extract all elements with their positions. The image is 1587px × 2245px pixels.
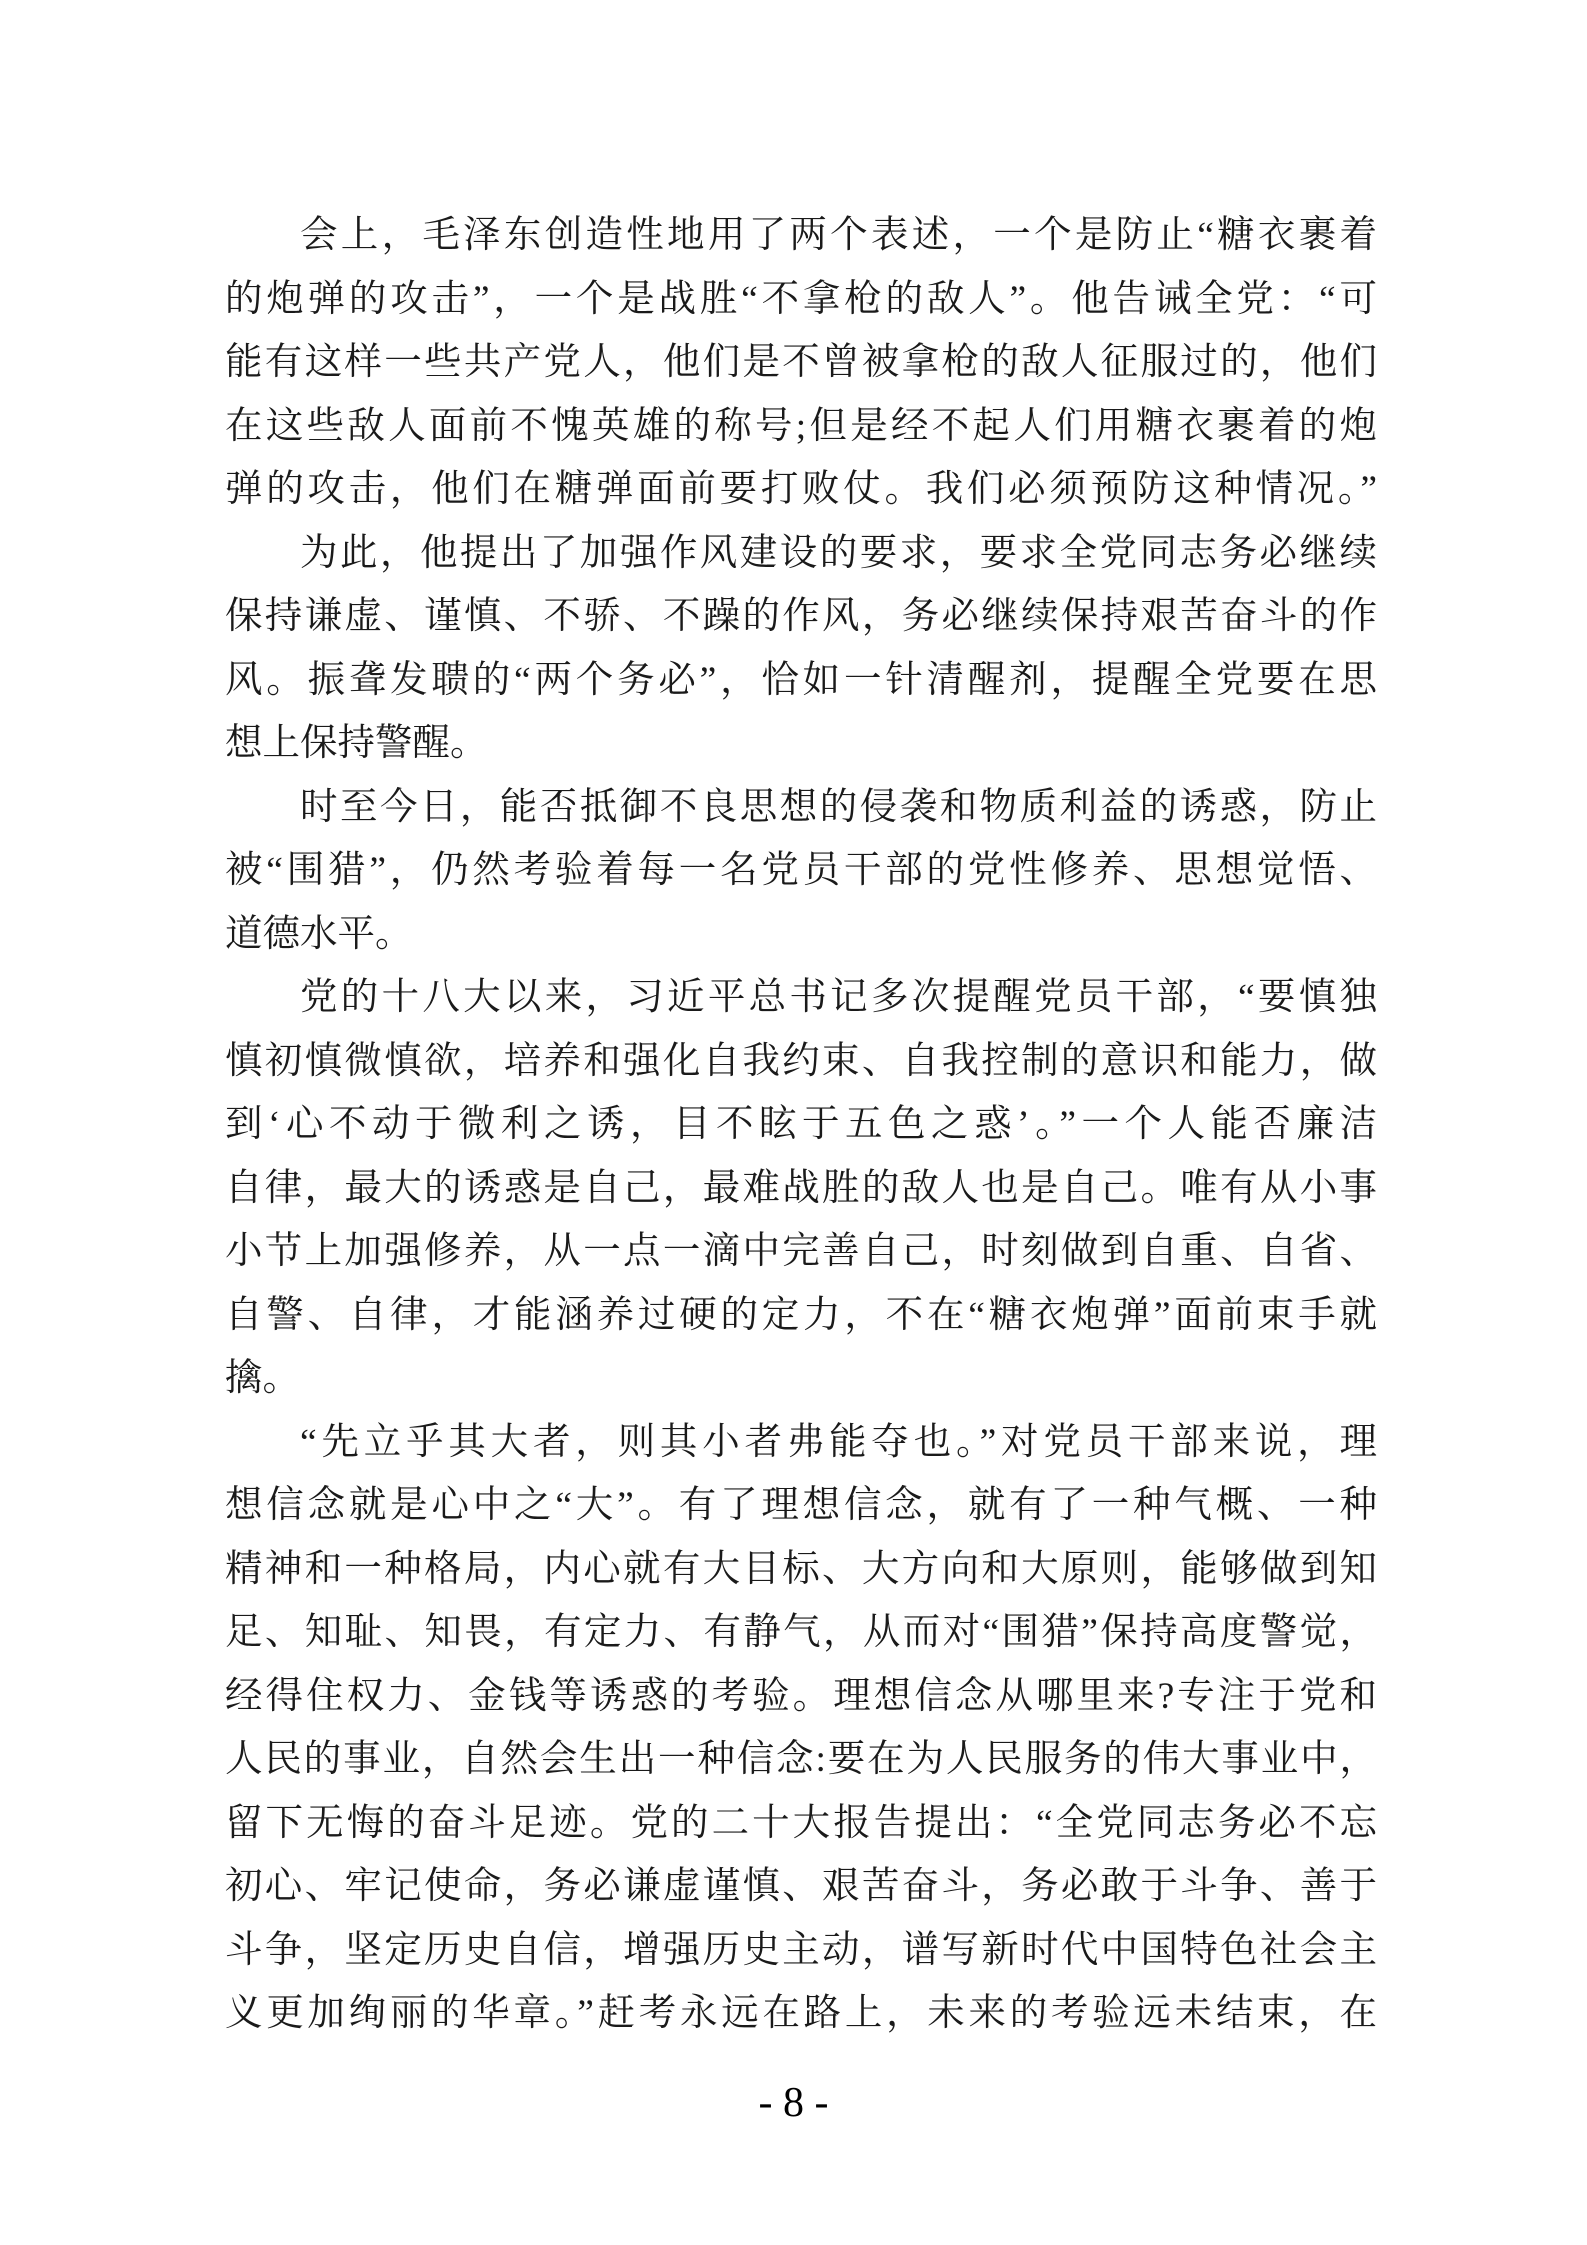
paragraph	[225, 966, 1377, 1411]
text-line: 能有这样一些共产党人，他们是不曾被拿枪的敌人征服过的，他们	[225, 342, 1377, 383]
text-line: 自警、自律，才能涵养过硬的定力，不在“糖衣炮弹”面前束手就	[225, 1294, 1377, 1336]
document-body	[225, 204, 1377, 2046]
text-line: 在这些敌人面前不愧英雄的称号;但是经不起人们用糖衣裹着的炮	[225, 405, 1377, 447]
text-line: 留下无悔的奋斗足迹。党的二十大报告提出：“全党同志务必不忘	[225, 1802, 1377, 1844]
text-line: 擒。	[225, 1358, 300, 1399]
text-line: 慎初慎微慎欲，培养和强化自我约束、自我控制的意识和能力，做	[225, 1040, 1377, 1082]
text-line: 人民的事业，自然会生出一种信念:要在为人民服务的伟大事业中，	[225, 1739, 1377, 1780]
text-line: 时至今日，能否抵御不良思想的侵袭和物质利益的诱惑，防止	[300, 786, 1377, 828]
text-line: 义更加绚丽的华章。”赶考永远在路上，未来的考验远未结束，在	[225, 1993, 1377, 2034]
paragraph	[225, 522, 1377, 776]
text-line: 道德水平。	[225, 913, 413, 955]
text-line: 小节上加强修养，从一点一滴中完善自己，时刻做到自重、自省、	[225, 1231, 1377, 1272]
text-line: “先立乎其大者，则其小者弗能夺也。”对党员干部来说，理	[300, 1421, 1377, 1463]
text-line: 自律，最大的诱惑是自己，最难战胜的敌人也是自己。唯有从小事	[225, 1167, 1377, 1209]
text-line: 会上，毛泽东创造性地用了两个表述，一个是防止“糖衣裹着	[300, 215, 1377, 256]
text-line: 被“围猎”，仍然考验着每一名党员干部的党性修养、思想觉悟、	[225, 850, 1377, 891]
text-line: 想信念就是心中之“大”。有了理想信念，就有了一种气概、一种	[225, 1485, 1377, 1526]
text-line: 保持谦虚、谨慎、不骄、不躁的作风，务必继续保持艰苦奋斗的作	[225, 596, 1377, 637]
paragraph	[225, 204, 1377, 522]
text-line: 经得住权力、金钱等诱惑的考验。理想信念从哪里来?专注于党和	[225, 1675, 1377, 1717]
text-line: 弹的攻击，他们在糖弹面前要打败仗。我们必须预防这种情况。”	[225, 469, 1377, 510]
page-number: - 8 -	[758, 2080, 829, 2126]
paragraph	[225, 1411, 1377, 2046]
text-line: 风。振聋发聩的“两个务必”，恰如一针清醒剂，提醒全党要在思	[225, 659, 1377, 701]
text-line: 初心、牢记使命，务必谦虚谨慎、艰苦奋斗，务必敢于斗争、善于	[225, 1866, 1377, 1907]
text-line: 到‘心不动于微利之诱，目不眩于五色之惑’。”一个人能否廉洁	[225, 1104, 1377, 1145]
text-line: 的炮弹的攻击”，一个是战胜“不拿枪的敌人”。他告诫全党：“可	[225, 278, 1377, 320]
text-line: 精神和一种格局，内心就有大目标、大方向和大原则，能够做到知	[225, 1548, 1377, 1590]
text-line: 为此，他提出了加强作风建设的要求，要求全党同志务必继续	[300, 532, 1377, 574]
text-line: 党的十八大以来，习近平总书记多次提醒党员干部，“要慎独	[300, 977, 1377, 1018]
text-line: 足、知耻、知畏，有定力、有静气，从而对“围猎”保持高度警觉，	[225, 1612, 1377, 1653]
text-line: 斗争，坚定历史自信，增强历史主动，谱写新时代中国特色社会主	[225, 1929, 1377, 1971]
paragraph	[225, 776, 1377, 967]
text-line: 想上保持警醒。	[225, 723, 488, 764]
